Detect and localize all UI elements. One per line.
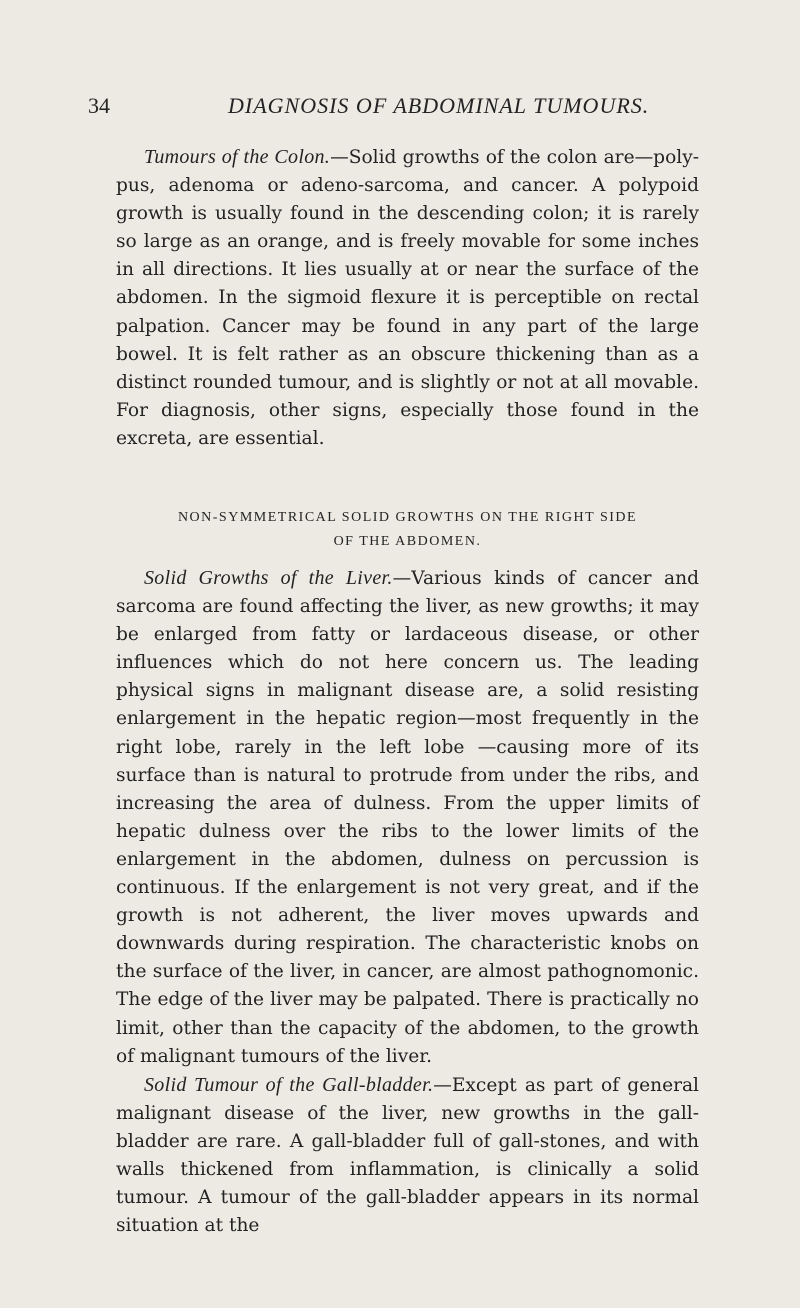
- section-heading-line-1: NON-SYMMETRICAL SOLID GROWTHS ON THE RIGHT SIDE: [177, 510, 638, 525]
- liver-paragraph: [116, 564, 699, 1071]
- gall-bladder-paragraph: [116, 1071, 699, 1241]
- colon-section: [116, 143, 699, 453]
- page-number: 34: [88, 93, 110, 118]
- section-heading: [116, 506, 699, 554]
- running-title: DIAGNOSIS OF ABDOMINAL TUMOURS.: [228, 93, 650, 118]
- paragraph-body: —Solid growths of the colon are—poly-pus, adenoma or adeno-sarcoma, and cancer. A polypoid growth is usually found in the descending colon; it is rarely so large as an orange, and is freely movable for some inches in all directions. It lies usually at or near the surface of the abdomen. In the sigmoid flexure it is perceptible on rectal palpation. Cancer may be found in any part of the large bowel. It is felt rather as an obscure thickening than as a distinct rounded tumour, and is slightly or not at all movable. For diagnosis, other signs, especially those found in the excreta, are essential.: [116, 147, 700, 449]
- running-head: [88, 93, 728, 123]
- paragraph-lead-in: Solid Growths of the Liver.: [144, 567, 393, 589]
- paragraph-lead-in: Solid Tumour of the Gall-bladder.: [144, 1073, 434, 1096]
- right-side-section: [116, 564, 699, 1240]
- paragraph-body: —Various kinds of cancer and sarcoma are found affecting the liver, as new growths; it may be enlarged from fatty or lardaceous disease, or other influences which do not here concern us. The leading physical signs in malignant disease are, a solid resisting enlargement in the hepatic region—most frequently in the right lobe, rarely in the left lobe —causing more of its surface than is natural to protrude from under the ribs, and increasing the area of dulness. From the upper limits of hepatic dulness over the ribs to the lower limits of the enlargement in the abdomen, dulness on percussion is continuous. If the enlargement is not very great, and if the growth is not adherent, the liver moves upwards and downwards during respiration. The characteristic knobs on the surface of the liver, in cancer, are almost pathognomonic. The edge of the liver may be palpated. There is practically no limit, other than the capacity of the abdomen, to the growth of malignant tumours of the liver.: [116, 568, 700, 1067]
- section-heading-line-2: OF THE ABDOMEN.: [333, 534, 482, 549]
- paragraph-lead-in: Tumours of the Colon.: [144, 146, 331, 168]
- colon-paragraph: [116, 143, 699, 453]
- paragraph-body: —Except as part of general malignant disease of the liver, new growths in the gall-bladder are rare. A gall-bladder full of gall-stones, and with walls thickened from inflammation, is clinically a solid tumour. A tumour of the gall-bladder appears in its normal situation at the: [116, 1074, 699, 1237]
